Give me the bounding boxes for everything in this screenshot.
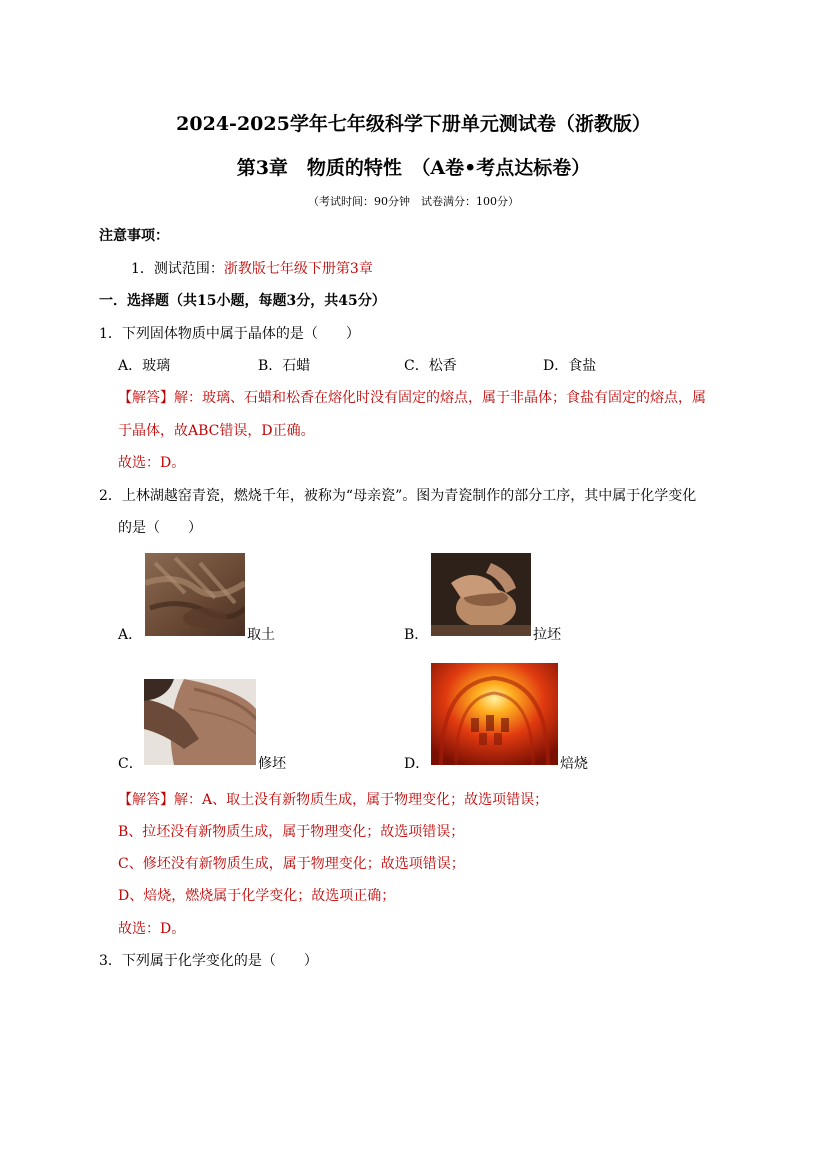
chapter-subtitle: 第3章 物质的特性 （A卷•考点达标卷） (236, 157, 591, 179)
q2-answer-tag: 【解答】 (118, 792, 174, 808)
kiln-firing-image (431, 663, 558, 765)
q1-answer-line-2: 于晶体，故ABC错误，D正确。 (118, 423, 315, 439)
document-title: 2024-2025学年七年级科学下册单元测试卷（浙教版） (176, 113, 651, 135)
q2-option-c-label: 修坯 (258, 756, 286, 772)
notes-heading: 注意事项： (99, 228, 169, 244)
q2-stem-line-1: 2．上林湖越窑青瓷，燃烧千年，被称为“母亲瓷”。图为青瓷制作的部分工序，其中属于化学变化 (99, 488, 697, 504)
section-heading: 一．选择题（共15小题，每题3分，共45分） (99, 293, 386, 309)
pottery-throwing-image (431, 553, 531, 636)
q2-answer-text-1: 解：A、取土没有新物质生成，属于物理变化；故选项错误； (174, 792, 549, 808)
q2-option-d-letter: D． (404, 756, 430, 772)
q1-answer-line-1 (118, 387, 706, 407)
exam-info: （考试时间：90分钟 试卷满分：100分） (308, 195, 519, 208)
q2-option-a-label: 取土 (247, 627, 275, 643)
q2-answer-line-3: C、修坯没有新物质生成，属于物理变化；故选项错误； (118, 856, 465, 872)
q2-answer-line-2: B、拉坯没有新物质生成，属于物理变化；故选项错误； (118, 824, 465, 840)
q1-answer-text-1: 解：玻璃、石蜡和松香在熔化时没有固定的熔点，属于非晶体；食盐有固定的熔点，属 (174, 390, 706, 406)
q1-choose: 故选：D。 (118, 455, 186, 471)
pottery-trimming-image (144, 679, 256, 765)
q1-option-b: B．石蜡 (258, 358, 311, 374)
notes-item-1-prefix: 1．测试范围： (131, 261, 224, 277)
q1-stem: 1．下列固体物质中属于晶体的是（ ） (99, 326, 360, 342)
notes-item-1 (131, 258, 373, 278)
q2-option-c-letter: C． (118, 756, 143, 772)
q2-stem-line-2: 的是（ ） (118, 520, 202, 536)
q2-option-b-letter: B． (404, 627, 429, 643)
notes-item-1-value: 浙教版七年级下册第3章 (223, 261, 373, 277)
q2-answer-line-4: D、焙烧，燃烧属于化学变化；故选项正确； (118, 888, 396, 904)
q2-option-d-label: 焙烧 (560, 756, 588, 772)
q1-option-a: A．玻璃 (118, 358, 171, 374)
clay-digging-image (145, 553, 245, 636)
q2-option-b-label: 拉坯 (533, 627, 561, 643)
q1-option-c: C．松香 (404, 358, 457, 374)
q2-choose: 故选：D。 (118, 921, 186, 937)
q1-answer-tag: 【解答】 (118, 390, 174, 406)
q2-answer-line-1 (118, 789, 548, 809)
q1-option-d: D．食盐 (543, 358, 597, 374)
q3-stem: 3．下列属于化学变化的是（ ） (99, 953, 318, 969)
q2-option-a-letter: A． (118, 627, 143, 643)
